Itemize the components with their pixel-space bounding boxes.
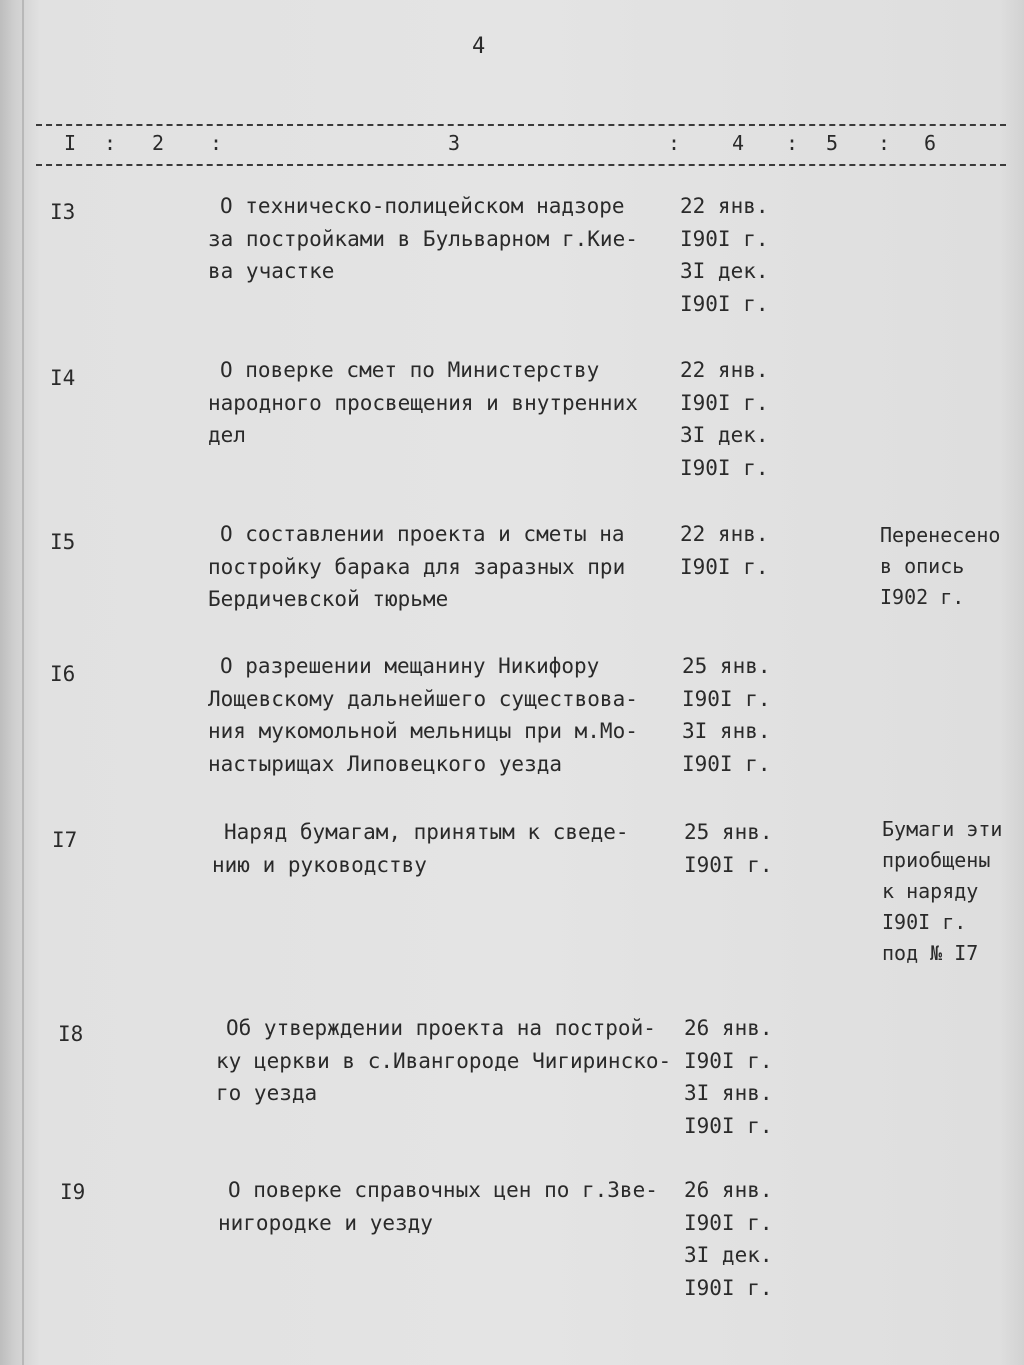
column-separator: : <box>104 131 117 155</box>
column-separator: : <box>878 131 891 155</box>
entry-dates <box>680 190 769 320</box>
title-line: Лощевскому дальнейшего существова- <box>208 686 638 711</box>
entry-dates <box>684 1174 773 1304</box>
note-line: Бумаги эти <box>882 817 1003 841</box>
date-line: I90I г. <box>684 1113 773 1138</box>
date-line: 3I дек. <box>684 1243 773 1267</box>
entry-dates <box>680 518 769 583</box>
date-line: 22 янв. <box>680 522 769 546</box>
entry-dates <box>684 1012 773 1142</box>
entry-title <box>208 650 638 780</box>
column-header-1: I <box>64 131 77 155</box>
date-line: 22 янв. <box>680 194 769 218</box>
date-line: I90I г. <box>684 1210 773 1235</box>
entry-note <box>882 814 1002 969</box>
title-line: Бердичевской тюрьме <box>208 587 449 611</box>
entry-title <box>216 1012 671 1110</box>
note-line: к наряду <box>882 879 979 903</box>
entry-number: I7 <box>52 828 78 852</box>
date-line: 3I янв. <box>682 719 771 743</box>
date-line: 25 янв. <box>684 820 773 844</box>
header-rule-bottom <box>36 164 1006 166</box>
date-line: I90I г. <box>680 554 769 579</box>
entry-dates <box>680 354 769 484</box>
column-separator: : <box>210 131 223 155</box>
column-header-5: 5 <box>826 131 839 155</box>
entry-number: I5 <box>50 530 76 554</box>
date-line: 22 янв. <box>680 358 769 382</box>
entry-number: I3 <box>50 200 76 224</box>
header-rule-top <box>36 124 1006 126</box>
note-line: Перенесено <box>880 523 1001 547</box>
date-line: I90I г. <box>682 686 771 711</box>
note-line: приобщены <box>882 848 991 872</box>
date-line: I90I г. <box>680 390 769 415</box>
title-line: ния мукомольной мельницы при м.Мо- <box>208 719 638 743</box>
title-line: О разрешении мещанину Никифору <box>220 654 600 678</box>
title-line: го уезда <box>216 1081 318 1105</box>
title-line: нигородке и уезду <box>218 1210 433 1235</box>
title-line: настырищах Липовецкого уезда <box>208 751 563 776</box>
date-line: I90I г. <box>684 852 773 877</box>
page-number: 4 <box>472 34 486 59</box>
title-line: постройку барака для заразных при <box>208 554 626 579</box>
title-line: О поверке смет по Министерству <box>220 358 600 382</box>
date-line: I90I г. <box>680 455 769 480</box>
note-line: I90I г. <box>882 910 967 934</box>
title-line: Наряд бумагам, принятым к сведе- <box>224 820 629 844</box>
title-line: О поверке справочных цен по г.Зве- <box>228 1178 658 1202</box>
binding-spine <box>22 0 24 1365</box>
entry-note <box>880 520 1000 613</box>
date-line: 25 янв. <box>682 654 771 678</box>
title-line: ва участке <box>208 259 335 283</box>
title-line: за постройками в Бульварном г.Кие- <box>208 226 638 251</box>
title-line: Об утверждении проекта на построй- <box>226 1016 656 1040</box>
date-line: I90I г. <box>682 751 771 776</box>
date-line: 26 янв. <box>684 1178 773 1202</box>
entry-number: I6 <box>50 662 76 686</box>
date-line: 3I дек. <box>680 423 769 447</box>
entry-title <box>208 354 638 452</box>
date-line: I90I г. <box>684 1275 773 1300</box>
entry-title <box>208 518 625 616</box>
entry-number: I4 <box>50 366 76 390</box>
date-line: 3I янв. <box>684 1081 773 1105</box>
column-separator: : <box>668 131 681 155</box>
column-header-6: 6 <box>924 131 937 155</box>
title-line: народного просвещения и внутренних <box>208 390 638 415</box>
entry-number: I8 <box>58 1022 84 1046</box>
entry-title <box>212 816 629 881</box>
title-line: дел <box>208 423 246 447</box>
entry-title <box>218 1174 658 1239</box>
column-separator: : <box>786 131 799 155</box>
note-line: I902 г. <box>880 585 965 609</box>
date-line: 26 янв. <box>684 1016 773 1040</box>
column-header-4: 4 <box>732 131 745 155</box>
title-line: нию и руководству <box>212 852 427 877</box>
title-line: ку церкви в с.Ивангороде Чигиринско- <box>216 1048 672 1073</box>
title-line: О техническо-полицейском надзоре <box>220 194 625 218</box>
date-line: I90I г. <box>680 291 769 316</box>
date-line: 3I дек. <box>680 259 769 283</box>
column-header-3: 3 <box>448 131 461 155</box>
entry-number: I9 <box>60 1180 86 1204</box>
note-line: в опись <box>880 554 965 578</box>
entry-dates <box>684 816 773 881</box>
entry-title <box>208 190 638 288</box>
column-header-2: 2 <box>152 131 165 155</box>
note-line: под № I7 <box>882 941 979 965</box>
date-line: I90I г. <box>680 226 769 251</box>
date-line: I90I г. <box>684 1048 773 1073</box>
entry-dates <box>682 650 771 780</box>
title-line: О составлении проекта и сметы на <box>220 522 625 546</box>
